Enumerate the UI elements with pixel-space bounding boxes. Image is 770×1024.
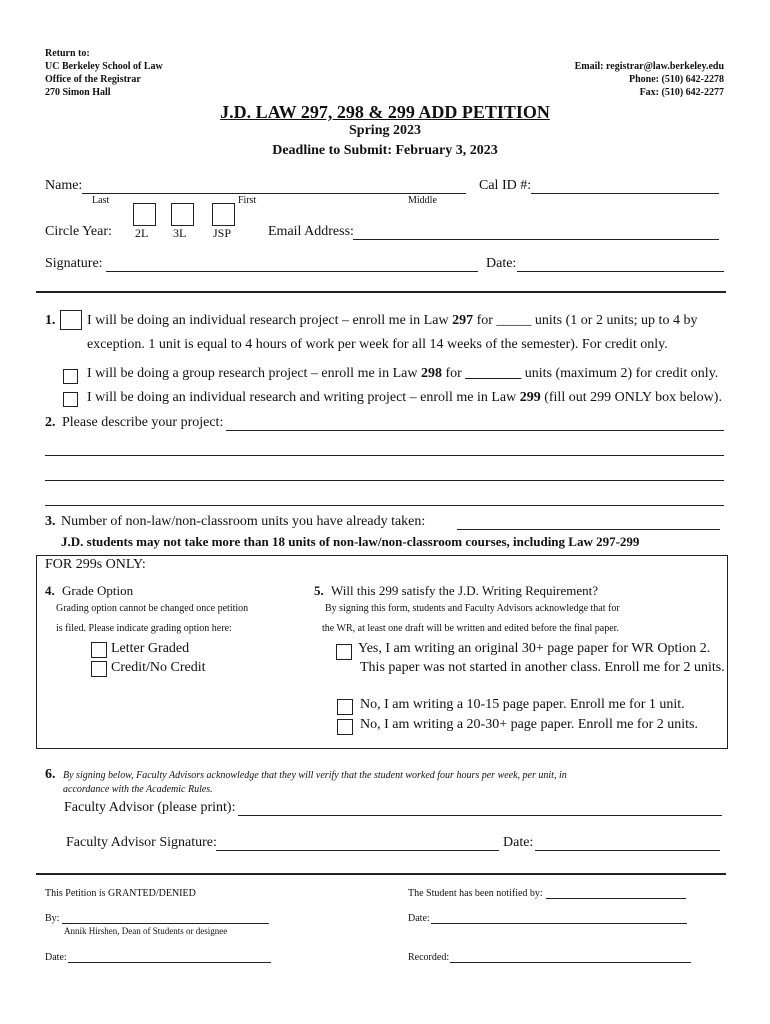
- middle-label: Middle: [408, 195, 437, 206]
- grade-option-desc-2: is filed. Please indicate grading option here:: [56, 623, 232, 634]
- nonlaw-units-field[interactable]: [457, 529, 720, 530]
- law298-text-c: units (maximum 2) for credit only.: [521, 366, 719, 381]
- calid-label: Cal ID #:: [479, 178, 532, 193]
- office-room: 270 Simon Hall: [45, 87, 111, 98]
- nonlaw-units-label: Number of non-law/non-classroom units you have already taken:: [61, 514, 426, 529]
- wr-no-10-15-checkbox[interactable]: [337, 699, 353, 715]
- year-3l-label: 3L: [173, 226, 187, 240]
- contact-info: [575, 60, 724, 99]
- divider-top: [36, 291, 726, 293]
- law297-text-a: I will be doing an individual research project – enroll me in Law: [87, 313, 453, 328]
- section6-number: 6.: [45, 767, 56, 782]
- project-line-3[interactable]: [45, 480, 724, 481]
- signature-field[interactable]: [106, 271, 478, 272]
- grade-option-desc-1: Grading option cannot be changed once petition: [56, 603, 249, 614]
- page-title: J.D. LAW 297, 298 & 299 ADD PETITION: [220, 102, 550, 122]
- office-date-label: Date:: [45, 952, 67, 963]
- advisor-date-label: Date:: [503, 835, 534, 850]
- email-field[interactable]: [353, 239, 719, 240]
- contact-fax: Fax: (510) 642-2277: [639, 87, 724, 98]
- law299-checkbox[interactable]: [63, 392, 78, 407]
- box299-heading: FOR 299s ONLY:: [45, 557, 146, 572]
- law299-course: 299: [519, 390, 541, 405]
- name-field[interactable]: [82, 193, 466, 194]
- wr-no-10-15-label: No, I am writing a 10-15 page paper. Enroll me for 1 unit.: [360, 697, 685, 712]
- advisor-ack-line-1: By signing below, Faculty Advisors acknowledge that they will verify that the student worked four hours per week, per unit, in: [63, 770, 567, 781]
- project-line-1[interactable]: [226, 430, 724, 431]
- notified-label: The Student has been notified by:: [408, 888, 543, 899]
- wr-yes-line-2: This paper was not started in another class. Enroll me for 2 units.: [360, 660, 725, 675]
- year-2l-label: 2L: [135, 226, 149, 240]
- wr-no-20-30-label: No, I am writing a 20-30+ page paper. Enroll me for 2 units.: [360, 717, 698, 732]
- section5-number: 5.: [314, 583, 324, 598]
- year-jsp-label: JSP: [213, 226, 232, 240]
- writing-req-title: Will this 299 satisfy the J.D. Writing Requirement?: [331, 583, 598, 598]
- advisor-ack-line-2: accordance with the Academic Rules.: [63, 784, 213, 795]
- advisor-signature-field[interactable]: [216, 850, 499, 851]
- wr-yes-line-1: Yes, I am writing an original 30+ page paper for WR Option 2.: [358, 641, 711, 656]
- law298-course: 298: [420, 366, 442, 381]
- wr-no-20-30-checkbox[interactable]: [337, 719, 353, 735]
- notified-date-label: Date:: [408, 913, 430, 924]
- wr-yes-checkbox[interactable]: [336, 644, 352, 660]
- letter-graded-label: Letter Graded: [111, 641, 190, 656]
- year-3l-checkbox[interactable]: [171, 203, 194, 226]
- advisor-signature-label: Faculty Advisor Signature:: [66, 835, 217, 850]
- law297-course: 297: [452, 313, 474, 328]
- project-line-2[interactable]: [45, 455, 724, 456]
- advisor-print-label: Faculty Advisor (please print):: [64, 800, 236, 815]
- letter-graded-checkbox[interactable]: [91, 642, 107, 658]
- law298-checkbox[interactable]: [63, 369, 78, 384]
- signature-label: Signature:: [45, 256, 103, 271]
- date-field[interactable]: [517, 271, 724, 272]
- term: Spring 2023: [349, 123, 421, 138]
- section1-number: 1.: [45, 313, 56, 328]
- advisor-print-field[interactable]: [238, 815, 722, 816]
- last-label: Last: [92, 195, 110, 206]
- by-field[interactable]: [62, 923, 269, 924]
- law297-checkbox[interactable]: [60, 310, 82, 330]
- law299-text-b: (fill out 299 ONLY box below).: [540, 390, 722, 405]
- dean-name: Annik Hirshen, Dean of Students or designee: [64, 926, 228, 936]
- law298-units-blank[interactable]: ________: [465, 366, 522, 381]
- nonlaw-units-note: J.D. students may not take more than 18 units of non-law/non-classroom courses, including Law 297-299: [61, 534, 640, 549]
- email-label: Email Address:: [268, 224, 354, 239]
- section4-number: 4.: [45, 583, 55, 598]
- school-name: UC Berkeley School of Law: [45, 61, 163, 72]
- law298-option: [87, 366, 718, 382]
- advisor-date-field[interactable]: [535, 850, 720, 851]
- credit-no-credit-label: Credit/No Credit: [111, 660, 206, 675]
- notified-date-field[interactable]: [431, 923, 687, 924]
- year-2l-checkbox[interactable]: [133, 203, 156, 226]
- return-address: [45, 47, 163, 99]
- project-line-4[interactable]: [45, 505, 724, 506]
- credit-no-credit-checkbox[interactable]: [91, 661, 107, 677]
- divider-bottom: [36, 873, 726, 875]
- return-to-label: Return to:: [45, 48, 90, 59]
- law297-text-b: for _____ units (1 or 2 units; up to 4 by: [473, 313, 698, 328]
- first-label: First: [238, 195, 257, 206]
- contact-phone: Phone: (510) 642-2278: [629, 74, 724, 85]
- describe-project-label: Please describe your project:: [62, 415, 224, 430]
- section2-number: 2.: [45, 415, 56, 430]
- law298-text-b: for: [441, 366, 466, 381]
- date-label: Date:: [486, 256, 517, 271]
- law297-description: exception. 1 unit is equal to 4 hours of work per week for all 14 weeks of the semester). For credit only.: [87, 337, 668, 352]
- law298-text-a: I will be doing a group research project – enroll me in Law: [87, 366, 421, 381]
- deadline: Deadline to Submit: February 3, 2023: [272, 143, 498, 158]
- circle-year-label: Circle Year:: [45, 224, 112, 239]
- notified-field[interactable]: [546, 898, 686, 899]
- writing-req-desc-2: the WR, at least one draft will be written and edited before the final paper.: [322, 623, 619, 634]
- law297-option: [87, 313, 697, 329]
- recorded-field[interactable]: [450, 962, 691, 963]
- calid-field[interactable]: [531, 193, 719, 194]
- grade-option-title: Grade Option: [62, 583, 134, 598]
- writing-req-desc-1: By signing this form, students and Faculty Advisors acknowledge that for: [325, 603, 620, 614]
- recorded-label: Recorded:: [408, 952, 450, 963]
- petition-status: This Petition is GRANTED/DENIED: [45, 888, 196, 899]
- name-label: Name:: [45, 178, 83, 193]
- office-name: Office of the Registrar: [45, 74, 141, 85]
- law299-option: [87, 390, 722, 406]
- office-date-field[interactable]: [68, 962, 271, 963]
- contact-email: Email: registrar@law.berkeley.edu: [574, 61, 724, 72]
- law299-text-a: I will be doing an individual research and writing project – enroll me in Law: [87, 390, 520, 405]
- section3-number: 3.: [45, 514, 56, 529]
- year-jsp-checkbox[interactable]: [212, 203, 235, 226]
- by-label: By:: [45, 913, 60, 924]
